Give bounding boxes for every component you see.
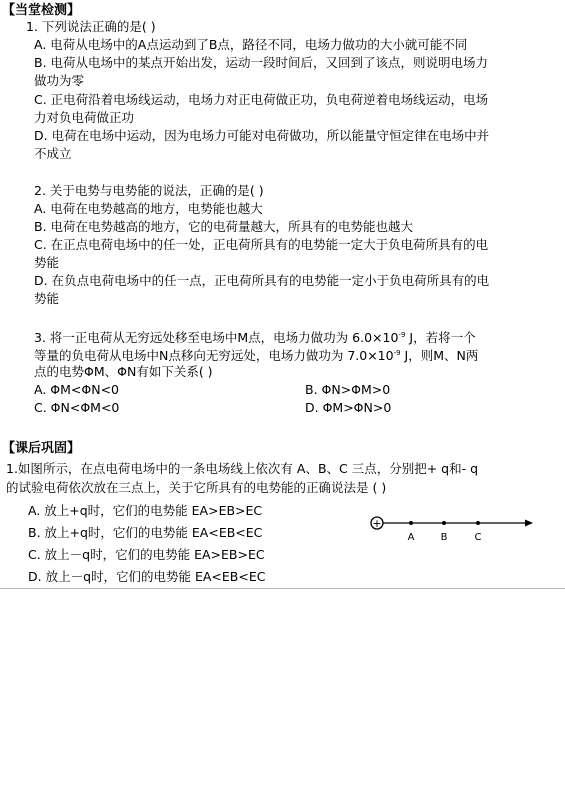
q2-option-b: B. 电荷在电势越高的地方，它的电荷量越大，所具有的电势能也越大 (34, 219, 414, 234)
q2-option-a: A. 电荷在电势越高的地方，电势能也越大 (34, 201, 263, 216)
q3-line1-text-b: J，若将一个 (405, 330, 476, 346)
q3-stem-line2 (34, 345, 478, 364)
h1-option-b: B. 放上+q时，它们的电势能 EA<EB<EC (28, 525, 263, 540)
q1-option-a: A. 电荷从电场中的A点运动到了B点，路径不同，电场力做功的大小就可能不同 (34, 37, 468, 52)
field-line-arrowhead (525, 520, 533, 527)
h1-stem-line1: 1.如图所示，在点电荷电场中的一条电场线上依次有 A、B、C 三点，分别把+ q和- q (6, 461, 479, 476)
q3-option-d: D. ΦM>ΦN>0 (305, 400, 392, 415)
q3-stem-line3: 点的电势ΦM、ΦN有如下关系( ) (34, 364, 213, 379)
field-line-figure (365, 510, 540, 544)
section-title-homework: 【课后巩固】 (2, 441, 81, 456)
q3-stem-line1 (34, 327, 476, 346)
q2-stem: 2. 关于电势与电势能的说法，正确的是( ) (34, 183, 264, 198)
q3-line1-text-a: 3. 将一正电荷从无穷远处移至电场中M点，电场力做功为 6.0×10 (34, 330, 399, 346)
h1-option-a: A. 放上+q时，它们的电势能 EA>EB>EC (28, 503, 263, 518)
point-c-dot (476, 521, 480, 525)
q2-option-d-line2: 势能 (34, 291, 60, 306)
point-b-dot (442, 521, 446, 525)
q2-option-c-line2: 势能 (34, 255, 60, 270)
q1-option-d-line1: D. 电荷在电场中运动，因为电场力可能对电荷做功，所以能量守恒定律在电场中并 (34, 128, 490, 143)
q1-stem: 1. 下列说法正确的是( ) (26, 19, 156, 34)
point-a-label: A (407, 532, 415, 543)
h1-option-c: C. 放上－q时，它们的电势能 EA>EB>EC (28, 547, 265, 562)
point-a-dot (409, 521, 413, 525)
q1-option-b-line1: B. 电荷从电场中的某点开始出发，运动一段时间后，又回到了该点，则说明电场力 (34, 55, 489, 70)
h1-option-d: D. 放上－q时，它们的电势能 EA<EB<EC (28, 569, 266, 584)
q1-option-c-line1: C. 正电荷沿着电场线运动，电场力对正电荷做正功，负电荷逆着电场线运动，电场 (34, 92, 489, 107)
h1-stem-line2: 的试验电荷依次放在三点上，关于它所具有的电势能的正确说法是 ( ) (6, 480, 387, 495)
q3-option-a: A. ΦM<ΦN<0 (34, 382, 119, 397)
q1-option-d-line2: 不成立 (34, 146, 72, 161)
q3-option-c: C. ΦN<ΦM<0 (34, 400, 120, 415)
q2-option-d-line1: D. 在负点电荷电场中的任一点，正电荷所具有的电势能一定小于负电荷所具有的电 (34, 273, 490, 288)
point-b-label: B (440, 532, 448, 543)
q1-option-b-line2: 做功为零 (34, 73, 85, 88)
q3-line2-text-b: J，则M、N两 (400, 348, 479, 364)
q3-option-b: B. ΦN>ΦM>0 (305, 382, 391, 397)
q3-line2-text-a: 等量的负电荷从电场中N点移向无穷远处，电场力做功为 7.0×10 (34, 348, 394, 364)
q3-line1-exponent: -9 (398, 331, 406, 339)
q2-option-c-line1: C. 在正点电荷电场中的任一处，正电荷所具有的电势能一定大于负电荷所具有的电 (34, 237, 489, 252)
point-c-label: C (474, 532, 482, 543)
section-title-classroom: 【当堂检测】 (2, 3, 81, 18)
q3-line2-exponent: -9 (393, 349, 401, 357)
point-charge-sign: + (372, 517, 382, 530)
q1-option-c-line2: 力对负电荷做正功 (34, 110, 135, 125)
page-bottom-divider (0, 588, 565, 589)
